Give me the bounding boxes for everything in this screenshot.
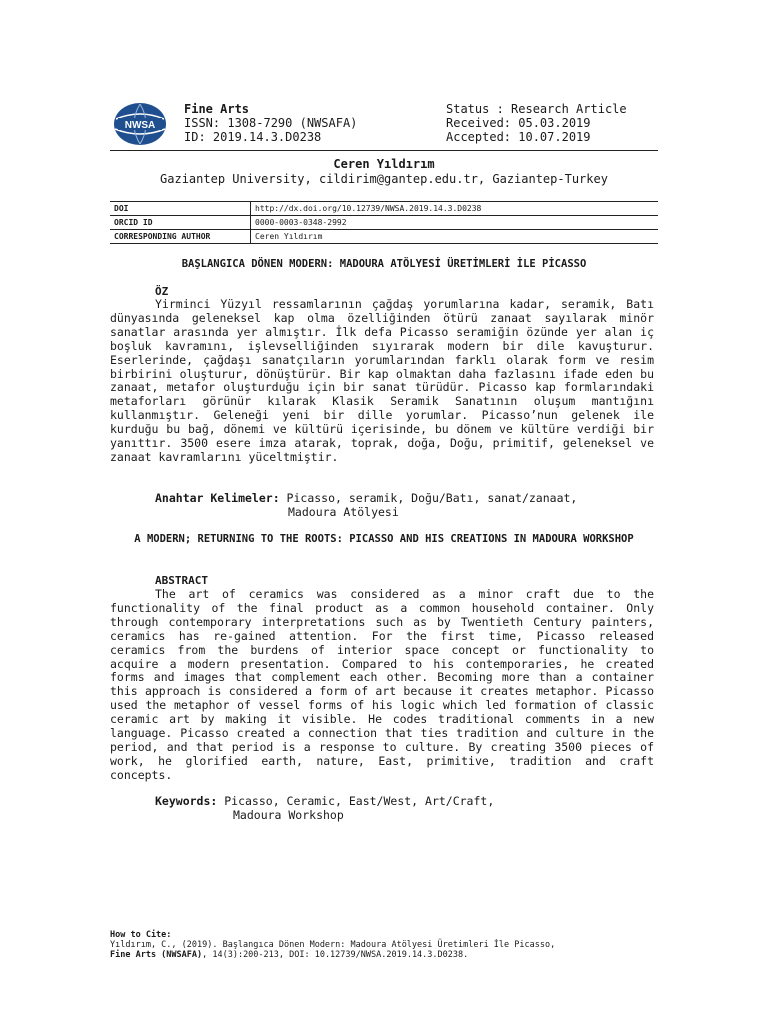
header-divider [110,150,658,151]
cite-journal: Fine Arts (NWSAFA) [110,950,203,960]
author-affiliation: Gaziantep University, cildirim@gantep.edu.tr, Gaziantep-Turkey [160,172,608,186]
meta-row-doi [110,202,658,216]
author-name: Ceren Yıldırım [333,157,435,171]
cite-label: How to Cite: [110,930,172,940]
cite-details: , 14(3):200-213, DOI: 10.12739/NWSA.2019.14.3.D0238. [202,950,469,960]
turkish-title: BAŞLANGICA DÖNEN MODERN: MADOURA ATÖLYESİ ÜRETİMLERİ İLE PİCASSO [181,258,587,270]
received-date: Received: 05.03.2019 [446,116,591,130]
oz-heading: ÖZ [155,285,169,298]
doi-link[interactable]: http://dx.doi.org/10.12739/NWSA.2019.14.3.D0238 [251,202,659,216]
meta-row-corresponding [110,230,658,244]
english-keywords [155,795,655,823]
english-title: A MODERN; RETURNING TO THE ROOTS: PICASSO AND HIS CREATIONS IN MADOURA WORKSHOP [134,533,634,545]
keywords-text-cont: Madoura Atölyesi [288,504,399,519]
article-meta-table [110,201,658,244]
meta-key: DOI [110,202,251,216]
journal-info [184,102,357,144]
orcid-link[interactable]: 0000-0003-0348-2992 [251,216,659,230]
keywords-text-cont: Madoura Workshop [233,807,344,822]
keywords-text: Picasso, seramik, Doğu/Batı, sanat/zanaat, [279,491,578,505]
abstract-heading: ABSTRACT [155,574,208,587]
meta-value: Ceren Yıldırım [251,230,659,244]
meta-key: CORRESPONDING AUTHOR [110,230,251,244]
keywords-label: Anahtar Kelimeler: [155,491,280,505]
meta-key: ORCID ID [110,216,251,230]
article-id: ID: 2019.14.3.D0238 [184,130,322,144]
cite-line: Yıldırım, C., (2019). Başlangıca Dönen Modern: Madoura Atölyesi Üretimleri İle Picasso, [110,940,556,950]
keywords-text: Picasso, Ceramic, East/West, Art/Craft, [217,794,495,808]
turkish-keywords [155,492,655,520]
nwsa-logo-icon [112,101,168,147]
meta-row-orcid [110,216,658,230]
article-status: Status : Research Article [446,102,627,116]
how-to-cite [110,930,670,960]
accepted-date: Accepted: 10.07.2019 [446,130,591,144]
english-abstract: The art of ceramics was considered as a minor craft due to the functionality of the final product as a common household container. Only through contemporary interpretations such as by Twentieth Century painters, ceramics has re-gained attention. For the first time, Picasso released ceramics from the burdens of interior space concept or functionality to acquire a modern presentation. Compared to his contemporaries, he created forms and images that complement each other. Becoming more than a container this approach is considered a form of art because it creates metaphor. Picasso used the metaphor of vessel forms of his logic which led formation of classic ceramic art by making it visible. He codes traditional comments in a new language. Picasso created a connection that ties tradition and culture in the period, and that period is a response to culture. By creating 3500 pieces of work, he glorified earth, nature, East, primitive, tradition and craft concepts. [110,587,654,782]
article-status-block [446,102,627,144]
keywords-label: Keywords: [155,794,218,808]
turkish-abstract: Yirminci Yüzyıl ressamlarının çağdaş yorumlarına kadar, seramik, Batı dünyasında geleneksel kap olma özelliğinden ötürü zanaat sayılarak minör sanatlar arasında yer almıştır. İlk defa Picasso seramiğin özünde yer alan iç boşluk kavramını, işlevselliğinden sıyırarak modern bir dile kavuşturur. Eserlerinde, çağdaşı sanatçıların yorumlarından farklı olarak form ve resim birbirini oluşturur, dönüştürür. Bir kap olmaktan daha fazlasını ifade eden bu zanaat, metafor oluşturduğu için bir sanat türüdür. Picasso kap formlarındaki metaforları görünür kılarak Klasik Seramik Sanatının oluşum mantığını kullanmıştır. Geleneği yeni bir dille yorumlar. Picasso’nun gelenek ile kurduğu bu bağ, dönemi ve kültürü içerisinde, bu dönem ve kültüre verdiği bir yanıttır. 3500 esere imza atarak, toprak, doğa, Doğu, primitif, geleneksel ve zanaat kavramlarını yüceltmiştir. [110,297,654,464]
cite-line-2 [110,950,670,960]
journal-name: Fine Arts [184,102,250,116]
svg-text:NWSA: NWSA [124,120,156,131]
journal-issn: ISSN: 1308-7290 (NWSAFA) [184,116,358,130]
